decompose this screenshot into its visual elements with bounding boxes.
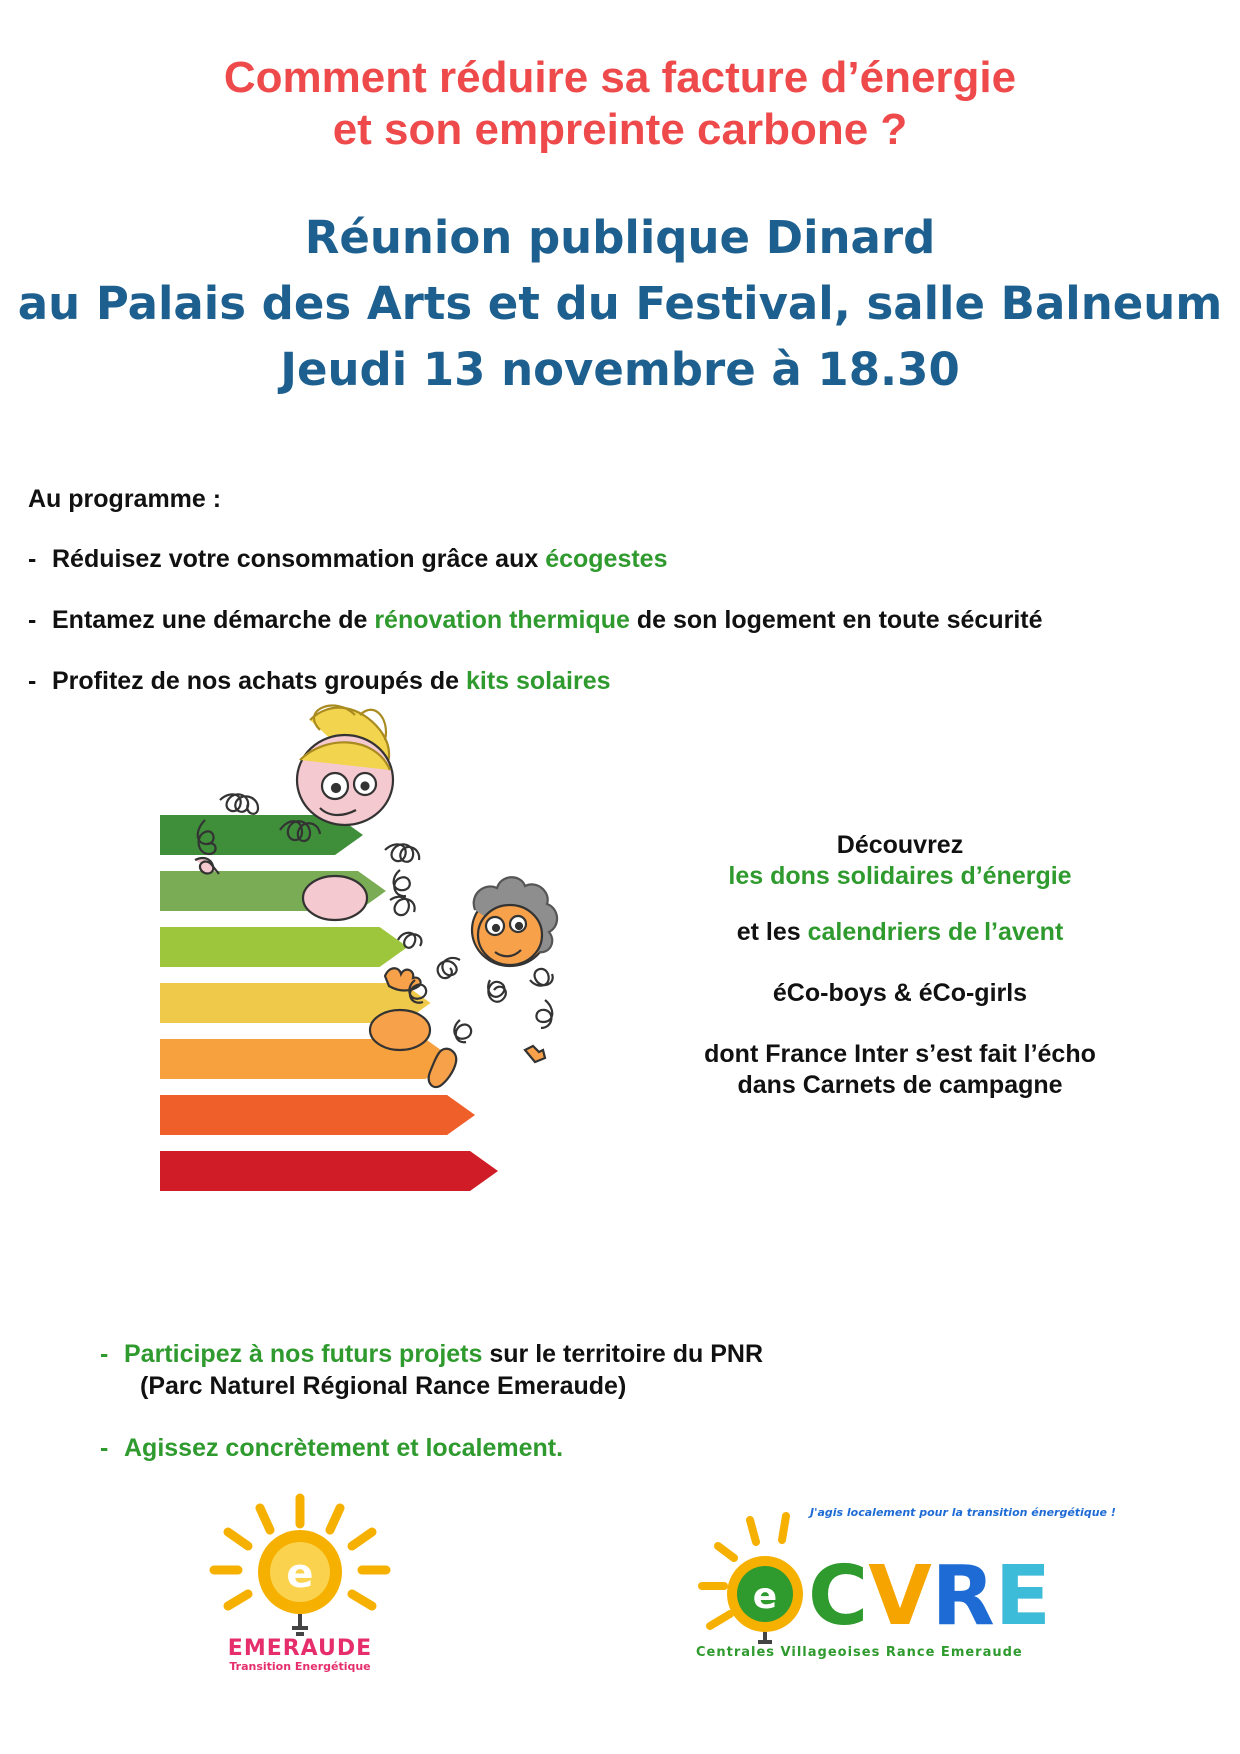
footer-item-projects: - Participez à nos futurs projets sur le territoire du PNR bbox=[100, 1340, 764, 1368]
programme-heading: Au programme : bbox=[28, 485, 222, 513]
cvre-caption: Centrales Villageoises Rance Emeraude bbox=[696, 1645, 1023, 1660]
cvre-letter-c: C bbox=[808, 1549, 869, 1644]
footer-item-pnr: (Parc Naturel Régional Rance Emeraude) bbox=[140, 1372, 627, 1400]
cvre-letters bbox=[808, 1549, 1051, 1644]
programme-item: - Réduisez votre consommation grâce aux écogestes bbox=[28, 545, 668, 573]
cvre-letter-e: E bbox=[994, 1549, 1051, 1644]
emeraude-mark-letter: e bbox=[286, 1551, 314, 1597]
programme-highlight: rénovation thermique bbox=[374, 606, 630, 634]
energy-label-bar bbox=[160, 1095, 475, 1135]
event-date: Jeudi 13 novembre à 18.30 bbox=[280, 343, 960, 396]
headline-line-2: et son empreinte carbone ? bbox=[332, 105, 908, 154]
discover-block bbox=[640, 830, 1160, 1101]
emeraude-tagline: Transition Energétique bbox=[229, 1660, 371, 1673]
emeraude-logo bbox=[200, 1490, 400, 1673]
emeraude-name: EMERAUDE bbox=[227, 1636, 373, 1661]
discover-ecoboys: éCo-boys & éCo-girls bbox=[772, 979, 1028, 1007]
cvre-mark-letter: e bbox=[752, 1576, 778, 1617]
discover-carnets: dans Carnets de campagne bbox=[737, 1071, 1063, 1099]
programme-highlight: écogestes bbox=[545, 545, 668, 573]
headline-line-1: Comment réduire sa facture d’énergie bbox=[223, 53, 1017, 102]
discover-heading: Découvrez bbox=[836, 831, 964, 859]
programme-item: - Profitez de nos achats groupés de kits solaires bbox=[28, 667, 611, 695]
cvre-letter-v: V bbox=[868, 1549, 932, 1644]
discover-donations: les dons solidaires d’énergie bbox=[728, 862, 1072, 890]
cvre-letter-r: R bbox=[931, 1549, 995, 1644]
programme-item: - Entamez une démarche de rénovation thermique de son logement en toute sécurité bbox=[28, 606, 1043, 634]
event-block bbox=[0, 205, 1240, 403]
cvre-logo bbox=[690, 1490, 1116, 1660]
event-venue: au Palais des Arts et du Festival, salle Balneum bbox=[17, 277, 1223, 330]
event-title: Réunion publique Dinard bbox=[304, 211, 936, 264]
energy-label-illustration bbox=[160, 700, 640, 1300]
discover-calendars: et les calendriers de l’avent bbox=[736, 918, 1064, 946]
plug-icon bbox=[292, 1614, 308, 1634]
plug-icon bbox=[758, 1632, 772, 1642]
footer-item-act: - Agissez concrètement et localement. bbox=[100, 1434, 564, 1462]
headline bbox=[0, 52, 1240, 156]
discover-france-inter: dont France Inter s’est fait l’écho bbox=[704, 1040, 1096, 1068]
programme-highlight: kits solaires bbox=[465, 667, 611, 695]
energy-label-bar bbox=[160, 927, 408, 967]
energy-label-bar bbox=[160, 1151, 498, 1191]
cvre-slogan: J'agis localement pour la transition énergétique ! bbox=[810, 1506, 1116, 1519]
